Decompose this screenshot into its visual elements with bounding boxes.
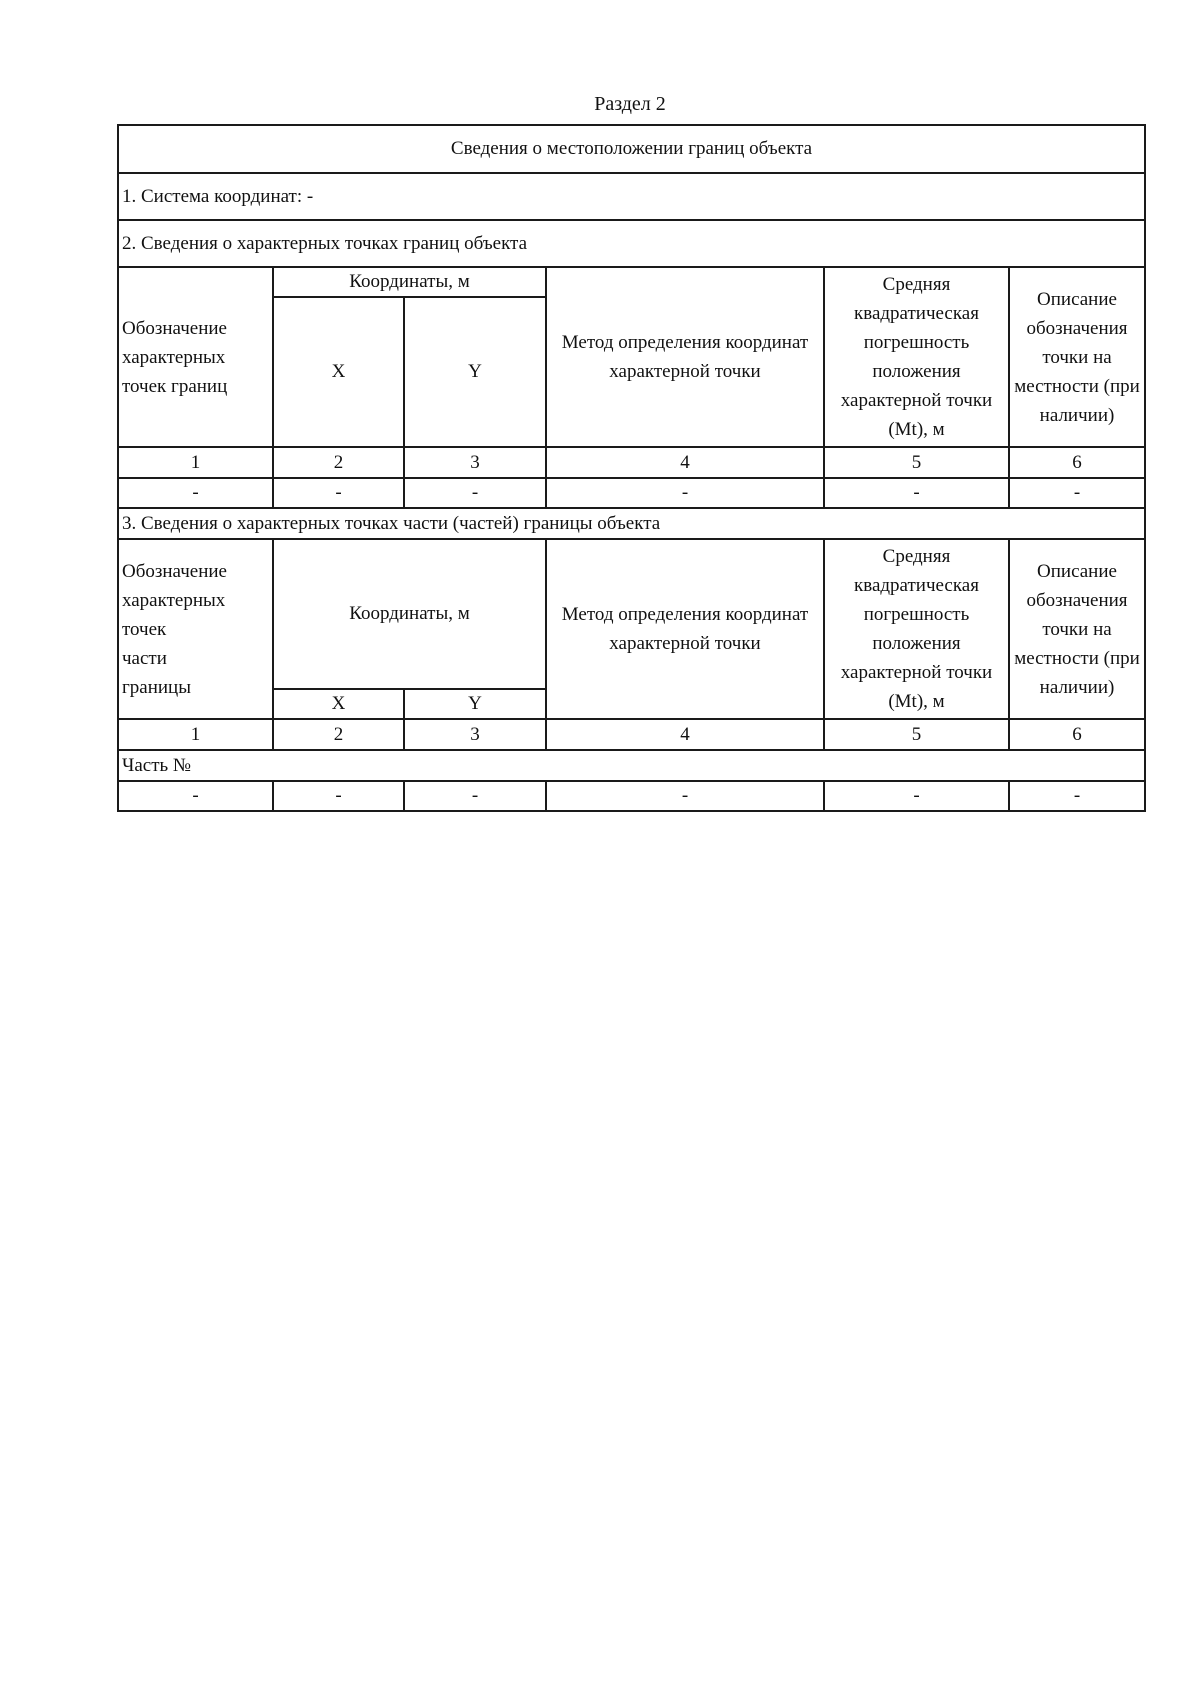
table-title-row (118, 125, 1145, 173)
block1-num-4: 4 (546, 447, 824, 478)
block1-col-error: Средняя квадратическая погрешность положения характерной точки (Mt), м (824, 267, 1009, 447)
block2-col-points (118, 539, 273, 719)
block1-heading: 2. Сведения о характерных точках границ объекта (118, 220, 1145, 267)
block2-header-row (118, 539, 1145, 689)
block1-num-2: 2 (273, 447, 404, 478)
block2-number-row (118, 719, 1145, 750)
block2-col-points-line3: границы (122, 676, 191, 698)
block2-num-5: 5 (824, 719, 1009, 750)
block1-cell-y: - (404, 478, 546, 508)
part-row (118, 750, 1145, 781)
block2-col-points-line1: Обозначение характерных (122, 560, 227, 611)
block1-col-description: Описание обозначения точки на местности (при наличии) (1009, 267, 1145, 447)
block1-num-1: 1 (118, 447, 273, 478)
block2-col-method: Метод определения координат характерной точки (546, 539, 824, 719)
block1-cell-description: - (1009, 478, 1145, 508)
block1-cell-x: - (273, 478, 404, 508)
block1-num-5: 5 (824, 447, 1009, 478)
block2-num-2: 2 (273, 719, 404, 750)
block2-cell-method: - (546, 781, 824, 811)
section-caption: Раздел 2 (594, 93, 666, 115)
block1-header-row (118, 267, 1145, 297)
block2-col-coords: Координаты, м (273, 539, 546, 689)
block2-col-description: Описание обозначения точки на местности (при наличии) (1009, 539, 1145, 719)
block2-col-error: Средняя квадратическая погрешность положения характерной точки (Mt), м (824, 539, 1009, 719)
part-label: Часть № (118, 750, 1145, 781)
table-row (118, 478, 1145, 508)
block2-num-6: 6 (1009, 719, 1145, 750)
block1-col-method: Метод определения координат характерной точки (546, 267, 824, 447)
block1-col-y: Y (404, 297, 546, 447)
coord-system: 1. Система координат: - (118, 173, 1145, 220)
block1-col-x: X (273, 297, 404, 447)
block1-col-coords: Координаты, м (273, 267, 546, 297)
block2-cell-points: - (118, 781, 273, 811)
block2-cell-y: - (404, 781, 546, 811)
block1-heading-row (118, 220, 1145, 267)
block2-heading-row (118, 508, 1145, 539)
table-title: Сведения о местоположении границ объекта (118, 125, 1145, 173)
block2-col-points-line2a: точек (122, 618, 167, 640)
boundary-points-table (117, 124, 1146, 812)
block2-cell-x: - (273, 781, 404, 811)
coord-system-row (118, 173, 1145, 220)
block1-cell-method: - (546, 478, 824, 508)
block1-col-points: Обозначение характерных точек границ (118, 267, 273, 447)
block1-num-6: 6 (1009, 447, 1145, 478)
block1-number-row (118, 447, 1145, 478)
block2-num-1: 1 (118, 719, 273, 750)
block2-col-y: Y (404, 689, 546, 719)
block1-cell-points: - (118, 478, 273, 508)
block2-num-4: 4 (546, 719, 824, 750)
block2-heading: 3. Сведения о характерных точках части (частей) границы объекта (118, 508, 1145, 539)
table-row (118, 781, 1145, 811)
block2-col-x: X (273, 689, 404, 719)
block1-num-3: 3 (404, 447, 546, 478)
block2-num-3: 3 (404, 719, 546, 750)
block2-cell-description: - (1009, 781, 1145, 811)
block2-cell-error: - (824, 781, 1009, 811)
block2-col-points-line2b: части (122, 647, 167, 669)
block1-cell-error: - (824, 478, 1009, 508)
